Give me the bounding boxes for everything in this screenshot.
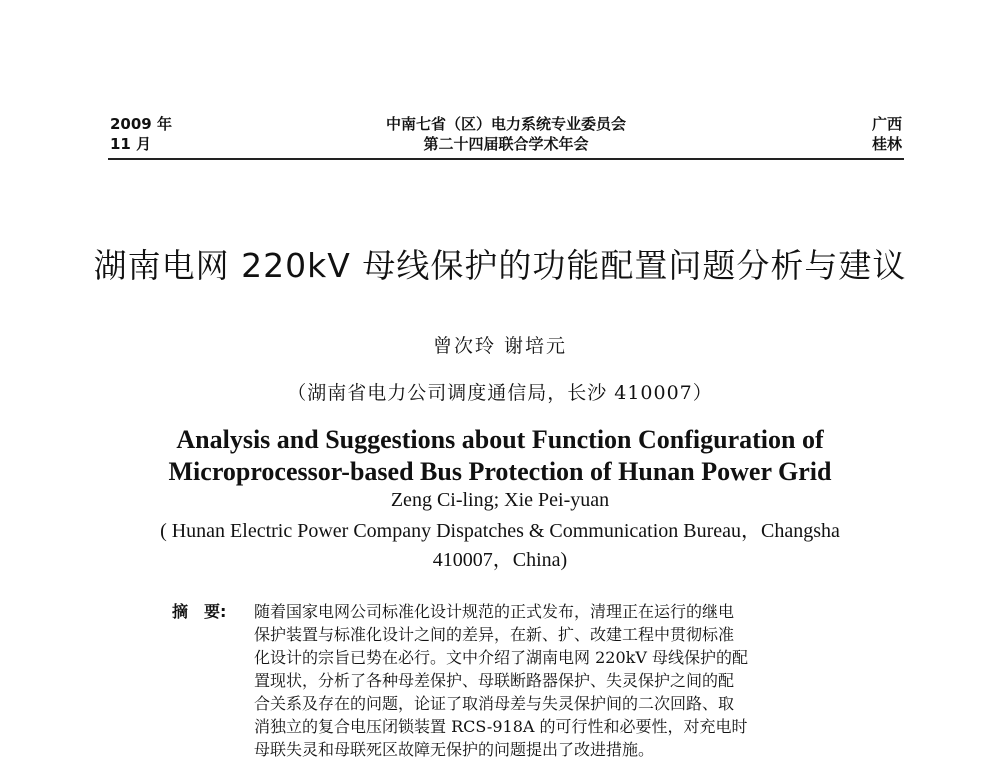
affiliation-en-line1: ( Hunan Electric Power Company Dispatches & Communication Bureau，Changsha (160, 520, 840, 542)
header-conference (108, 114, 904, 154)
title-en-line2: Microprocessor-based Bus Protection of Hunan Power Grid (168, 457, 832, 486)
affiliation-en (100, 517, 900, 575)
paper-title-en (0, 424, 1000, 488)
abstract-line: 置现状，分析了各种母差保护、母联断路器保护、失灵保护之间的配 (254, 671, 735, 690)
affiliation-cn: （湖南省电力公司调度通信局，长沙 410007） (287, 382, 713, 404)
header-place (872, 114, 902, 154)
title-en-line1: Analysis and Suggestions about Function Configuration of (176, 425, 824, 454)
paper-title-cn: 湖南电网 220kV 母线保护的功能配置问题分析与建议 (93, 246, 907, 285)
running-header (108, 108, 904, 160)
header-org-line2: 第二十四届联合学术年会 (423, 135, 589, 153)
abstract-line: 随着国家电网公司标准化设计规范的正式发布，清理正在运行的继电 (254, 602, 735, 621)
authors-en: Zeng Ci-ling; Xie Pei-yuan (390, 489, 610, 511)
abstract-line: 母联失灵和母联死区故障无保护的问题提出了改进措施。 (254, 740, 655, 759)
header-year: 2009 年 (110, 115, 172, 133)
affiliation-en-line2: 410007，China) (432, 549, 568, 571)
abstract-label: 摘 要: (172, 602, 227, 621)
authors-cn: 曾次玲 谢培元 (432, 335, 568, 357)
abstract (172, 600, 852, 761)
header-place-line2: 桂林 (871, 135, 902, 153)
abstract-line: 化设计的宗旨已势在必行。文中介绍了湖南电网 220kV 母线保护的配 (254, 648, 748, 667)
abstract-line: 合关系及存在的问题，论证了取消母差与失灵保护间的二次回路、取 (254, 694, 735, 713)
abstract-line: 消独立的复合电压闭锁装置 RCS-918A 的可行性和必要性，对充电时 (254, 717, 748, 736)
header-month: 11 月 (110, 135, 152, 153)
header-place-line1: 广西 (871, 115, 902, 133)
header-org-line1: 中南七省（区）电力系统专业委员会 (385, 115, 626, 133)
abstract-line: 保护装置与标准化设计之间的差异，在新、扩、改建工程中贯彻标准 (254, 625, 735, 644)
